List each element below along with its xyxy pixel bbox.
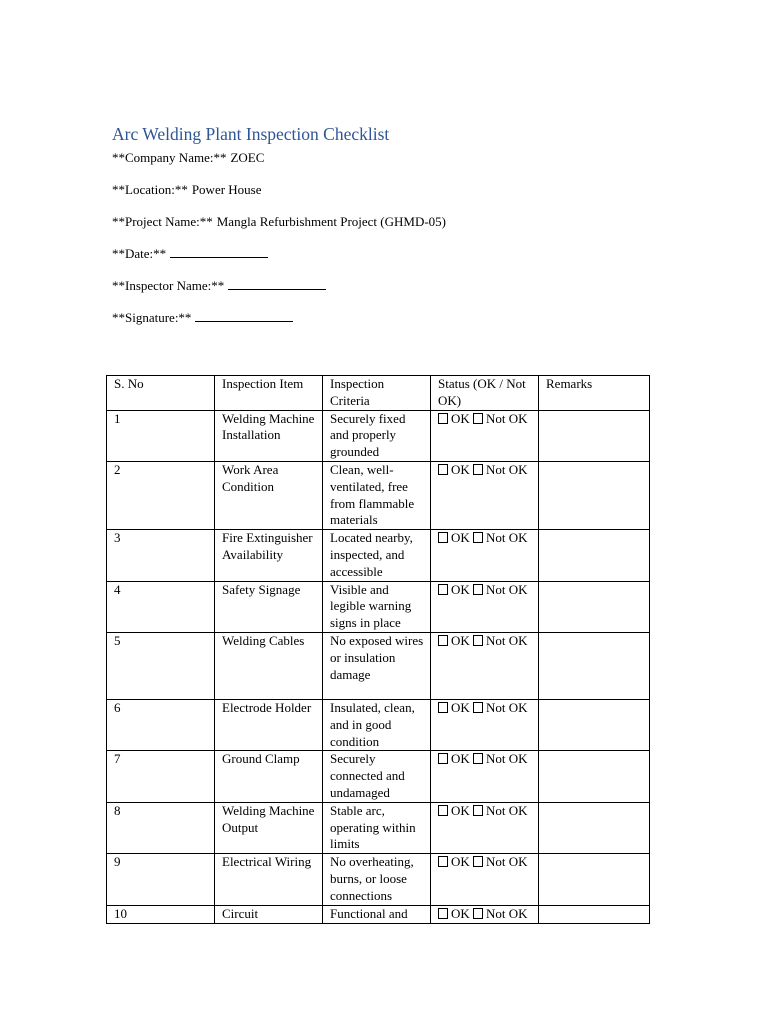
not-ok-checkbox[interactable] <box>473 464 483 475</box>
row-status <box>431 802 539 853</box>
not-ok-checkbox[interactable] <box>473 532 483 543</box>
header-status: Status (OK / Not OK) <box>431 376 539 411</box>
not-ok-checkbox[interactable] <box>473 805 483 816</box>
signature-label: **Signature:** <box>112 310 192 325</box>
table-row <box>107 751 650 802</box>
row-remarks[interactable] <box>539 461 650 529</box>
row-status <box>431 632 539 699</box>
row-remarks[interactable] <box>539 751 650 802</box>
not-ok-option-label: Not OK <box>486 751 528 767</box>
row-remarks[interactable] <box>539 530 650 581</box>
not-ok-option-label: Not OK <box>486 802 528 818</box>
inspection-checklist-table <box>106 375 650 924</box>
ok-checkbox[interactable] <box>438 584 448 595</box>
date-blank-line[interactable] <box>170 246 268 258</box>
inspector-name-field <box>112 278 326 294</box>
row-item: Fire Extinguisher Availability <box>215 530 323 581</box>
row-remarks[interactable] <box>539 854 650 905</box>
not-ok-option-label: Not OK <box>486 410 528 426</box>
project-name-field <box>112 214 446 230</box>
ok-option-label: OK <box>451 632 470 648</box>
location-value: Power House <box>191 182 262 197</box>
row-item: Electrode Holder <box>215 699 323 750</box>
row-status <box>431 461 539 529</box>
row-status <box>431 854 539 905</box>
row-remarks[interactable] <box>539 699 650 750</box>
row-status <box>431 530 539 581</box>
row-criteria: Insulated, clean, and in good condition <box>323 699 431 750</box>
not-ok-checkbox[interactable] <box>473 635 483 646</box>
ok-option-label: OK <box>451 854 470 870</box>
row-item: Safety Signage <box>215 581 323 632</box>
header-remarks: Remarks <box>539 376 650 411</box>
row-item: Welding Machine Output <box>215 802 323 853</box>
table-row <box>107 461 650 529</box>
header-sno: S. No <box>107 376 215 411</box>
row-remarks[interactable] <box>539 410 650 461</box>
header-inspection-criteria: Inspection Criteria <box>323 376 431 411</box>
row-status <box>431 410 539 461</box>
ok-checkbox[interactable] <box>438 532 448 543</box>
ok-option-label: OK <box>451 905 470 921</box>
row-criteria: No exposed wires or insulation damage <box>323 632 431 699</box>
row-item: Electrical Wiring <box>215 854 323 905</box>
company-name-field <box>112 150 264 166</box>
not-ok-option-label: Not OK <box>486 581 528 597</box>
table-row <box>107 581 650 632</box>
row-sno: 4 <box>107 581 215 632</box>
ok-checkbox[interactable] <box>438 805 448 816</box>
company-name-value: ZOEC <box>230 150 265 165</box>
not-ok-checkbox[interactable] <box>473 753 483 764</box>
ok-option-label: OK <box>451 802 470 818</box>
row-remarks[interactable] <box>539 802 650 853</box>
row-sno: 6 <box>107 699 215 750</box>
row-criteria: Stable arc, operating within limits <box>323 802 431 853</box>
table-row <box>107 802 650 853</box>
table-row <box>107 699 650 750</box>
row-status <box>431 699 539 750</box>
table-header-row <box>107 376 650 411</box>
row-item: Welding Cables <box>215 632 323 699</box>
not-ok-checkbox[interactable] <box>473 413 483 424</box>
signature-blank-line[interactable] <box>195 310 293 322</box>
row-criteria: Located nearby, inspected, and accessible <box>323 530 431 581</box>
row-sno: 10 <box>107 905 215 923</box>
not-ok-option-label: Not OK <box>486 461 528 477</box>
row-criteria: Visible and legible warning signs in place <box>323 581 431 632</box>
row-sno: 3 <box>107 530 215 581</box>
row-criteria: No overheating, burns, or loose connections <box>323 854 431 905</box>
document-title: Arc Welding Plant Inspection Checklist <box>112 124 390 144</box>
ok-checkbox[interactable] <box>438 635 448 646</box>
table-row <box>107 410 650 461</box>
row-sno: 5 <box>107 632 215 699</box>
not-ok-option-label: Not OK <box>486 699 528 715</box>
ok-checkbox[interactable] <box>438 464 448 475</box>
project-name-label: **Project Name:** <box>112 214 213 229</box>
row-sno: 9 <box>107 854 215 905</box>
row-item: Ground Clamp <box>215 751 323 802</box>
not-ok-checkbox[interactable] <box>473 584 483 595</box>
ok-checkbox[interactable] <box>438 856 448 867</box>
ok-option-label: OK <box>451 410 470 426</box>
row-sno: 8 <box>107 802 215 853</box>
date-field <box>112 246 268 262</box>
not-ok-option-label: Not OK <box>486 530 528 546</box>
ok-checkbox[interactable] <box>438 753 448 764</box>
row-sno: 2 <box>107 461 215 529</box>
row-remarks[interactable] <box>539 632 650 699</box>
row-status <box>431 751 539 802</box>
row-remarks[interactable] <box>539 905 650 923</box>
row-status <box>431 581 539 632</box>
row-criteria: Securely fixed and properly grounded <box>323 410 431 461</box>
not-ok-checkbox[interactable] <box>473 702 483 713</box>
row-sno: 7 <box>107 751 215 802</box>
location-field <box>112 182 262 198</box>
row-item: Circuit <box>215 905 323 923</box>
ok-option-label: OK <box>451 699 470 715</box>
table-row <box>107 905 650 923</box>
inspector-name-label: **Inspector Name:** <box>112 278 225 293</box>
ok-checkbox[interactable] <box>438 908 448 919</box>
not-ok-option-label: Not OK <box>486 632 528 648</box>
row-remarks[interactable] <box>539 581 650 632</box>
table-row <box>107 854 650 905</box>
row-status <box>431 905 539 923</box>
date-label: **Date:** <box>112 246 167 261</box>
ok-checkbox[interactable] <box>438 413 448 424</box>
not-ok-checkbox[interactable] <box>473 908 483 919</box>
location-label: **Location:** <box>112 182 188 197</box>
ok-option-label: OK <box>451 461 470 477</box>
row-criteria: Securely connected and undamaged <box>323 751 431 802</box>
ok-option-label: OK <box>451 530 470 546</box>
ok-checkbox[interactable] <box>438 702 448 713</box>
table-row <box>107 632 650 699</box>
row-sno: 1 <box>107 410 215 461</box>
row-criteria: Clean, well-ventilated, free from flammable materials <box>323 461 431 529</box>
inspector-name-blank-line[interactable] <box>228 278 326 290</box>
company-name-label: **Company Name:** <box>112 150 227 165</box>
table-row <box>107 530 650 581</box>
row-criteria: Functional and <box>323 905 431 923</box>
ok-option-label: OK <box>451 751 470 767</box>
not-ok-checkbox[interactable] <box>473 856 483 867</box>
header-inspection-item: Inspection Item <box>215 376 323 411</box>
signature-field <box>112 310 293 326</box>
not-ok-option-label: Not OK <box>486 905 528 921</box>
row-item: Work Area Condition <box>215 461 323 529</box>
ok-option-label: OK <box>451 581 470 597</box>
row-item: Welding Machine Installation <box>215 410 323 461</box>
project-name-value: Mangla Refurbishment Project (GHMD-05) <box>216 214 446 229</box>
not-ok-option-label: Not OK <box>486 854 528 870</box>
